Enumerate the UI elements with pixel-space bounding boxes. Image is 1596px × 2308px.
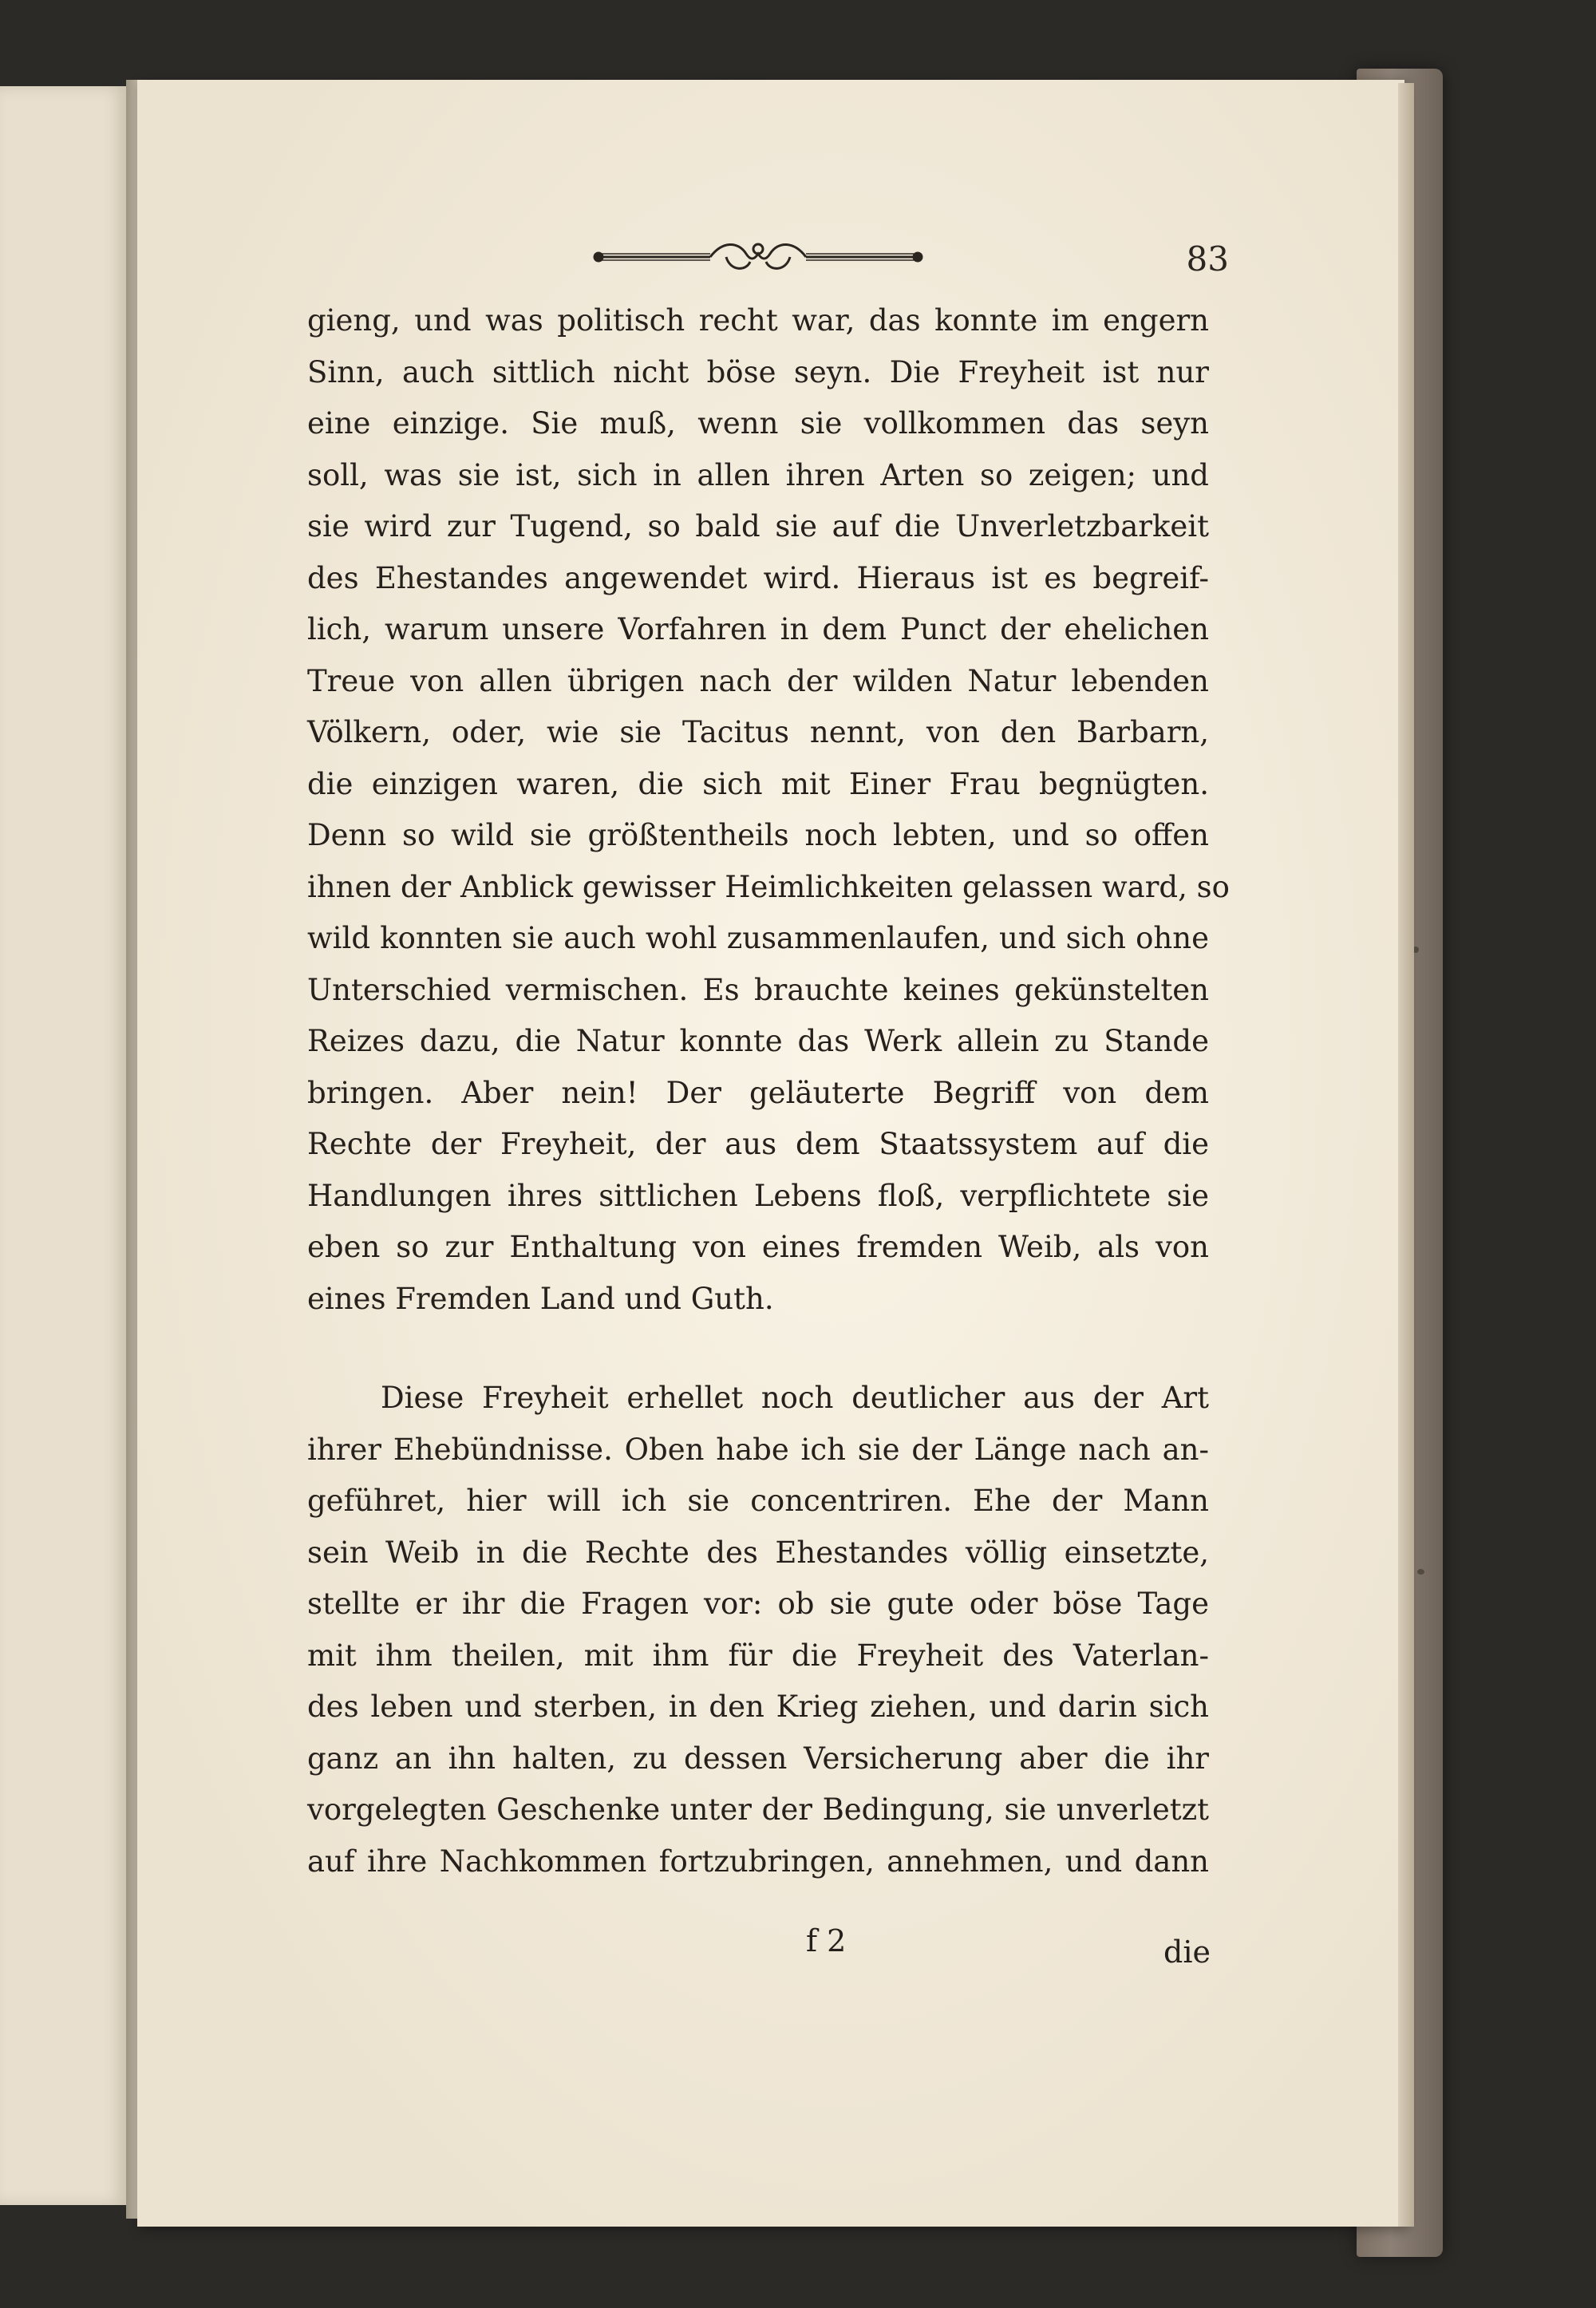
paragraph-gap xyxy=(307,1325,1209,1373)
text-line: sie wird zur Tugend, so bald sie auf die Unverletzbarkeit xyxy=(307,509,1209,543)
text-line: Diese Freyheit erhellet noch deutlicher aus der Art xyxy=(381,1381,1209,1415)
left-page-edge xyxy=(0,86,128,2205)
text-line: Völkern, oder, wie sie Tacitus nennt, von den Barbarn, xyxy=(307,715,1209,749)
text-line: ihnen der Anblick gewisser Heimlichkeiten gelassen ward, so xyxy=(307,869,1230,904)
text-line: Rechte der Freyheit, der aus dem Staatssystem auf die xyxy=(307,1127,1209,1161)
text-line: Treue von allen übrigen nach der wilden Natur lebenden xyxy=(307,663,1209,698)
text-line: auf ihre Nachkommen fortzubringen, annehmen, und dann xyxy=(307,1844,1209,1879)
text-line: die einzigen waren, die sich mit Einer Frau begnügten. xyxy=(307,766,1209,801)
body-text xyxy=(307,295,1230,1887)
catchword: die xyxy=(1163,1935,1211,1970)
text-line: stellte er ihr die Fragen vor: ob sie gute oder böse Tage xyxy=(307,1587,1209,1621)
text-line: vorgelegten Geschenke unter der Bedingung, sie unverletzt xyxy=(307,1792,1209,1827)
signature-mark: f 2 xyxy=(806,1923,847,1958)
text-line: eine einzige. Sie muß, wenn sie vollkommen das seyn xyxy=(307,406,1209,441)
page-fore-edge xyxy=(1398,83,1414,2227)
text-line: wild konnten sie auch wohl zusammenlaufen, und sich ohne xyxy=(307,921,1209,955)
text-line: eben so zur Enthaltung von eines fremden Weib, als von xyxy=(307,1230,1209,1264)
text-line: eines Fremden Land und Guth. xyxy=(307,1281,774,1316)
text-line: Unterschied vermischen. Es brauchte keines gekünstelten xyxy=(307,972,1209,1007)
text-line: geführet, hier will ich sie concentriren. Ehe der Mann xyxy=(307,1484,1209,1518)
text-line: ganz an ihn halten, zu dessen Versicherung aber die ihr xyxy=(307,1741,1209,1776)
text-line: lich, warum unsere Vorfahren in dem Punct der ehelichen xyxy=(307,612,1209,646)
text-line: sein Weib in die Rechte des Ehestandes völlig einsetzte, xyxy=(307,1535,1209,1570)
text-line: Denn so wild sie größtentheils noch lebten, und so offen xyxy=(307,818,1209,852)
text-line: Reizes dazu, die Natur konnte das Werk allein zu Stande xyxy=(307,1024,1209,1058)
text-line: Sinn, auch sittlich nicht böse seyn. Die Freyheit ist nur xyxy=(307,354,1209,389)
text-line: bringen. Aber nein! Der geläuterte Begriff von dem xyxy=(307,1075,1209,1110)
text-line: ihrer Ehebündnisse. Oben habe ich sie der Länge nach an- xyxy=(307,1432,1209,1467)
text-line: des leben und sterben, in den Krieg ziehen, und darin sich xyxy=(307,1690,1209,1724)
text-line: Handlungen ihres sittlichen Lebens floß, verpflichtete sie xyxy=(307,1178,1209,1213)
text-line: des Ehestandes angewendet wird. Hieraus ist es begreif- xyxy=(307,560,1209,595)
text-line: mit ihm theilen, mit ihm für die Freyheit des Vaterlan- xyxy=(307,1638,1209,1673)
page-number: 83 xyxy=(1186,239,1229,279)
headpiece-ornament-icon xyxy=(591,231,926,283)
text-line: gieng, und was politisch recht war, das konnte im engern xyxy=(307,303,1209,338)
text-line: soll, was sie ist, sich in allen ihren Arten so zeigen; und xyxy=(307,457,1209,492)
